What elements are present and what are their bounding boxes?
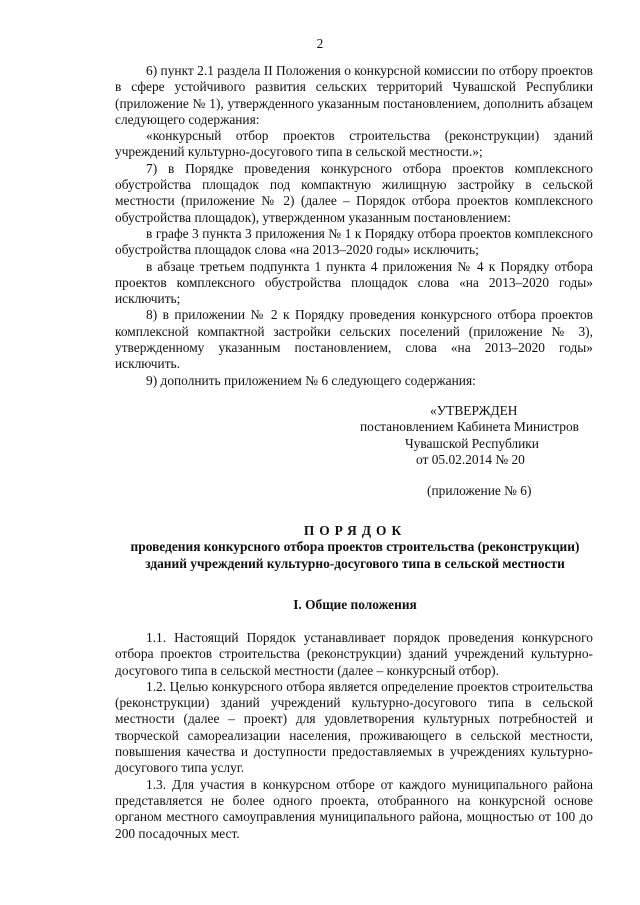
- document-title: [110, 523, 600, 572]
- title-word: ПОРЯДОК: [303, 523, 407, 538]
- annex-label: (приложение № 6): [427, 483, 532, 498]
- amendments-block: [115, 63, 593, 389]
- title-line-2: зданий учреждений культурно-досугового типа в сельской местности: [145, 555, 565, 571]
- approval-stamp-block: [360, 403, 600, 468]
- title-line-1: проведения конкурсного отбора проектов строительства (реконструкции): [130, 539, 580, 555]
- paragraph-item-9: 9) дополнить приложением № 6 следующего содержания:: [146, 372, 476, 388]
- paragraph-item-6: 6) пункт 2.1 раздела II Положения о конкурсной комиссии по отбору проектов в сфере устойчивого развития сельских территорий Чувашской Республики (приложение № 1), утвержденного указанным постановлением, дополнить абзацем следующего содержания:: [115, 63, 593, 127]
- approval-line-approved: «УТВЕРЖДЕН: [430, 403, 518, 418]
- page-number: 2: [316, 36, 324, 51]
- section-heading: I. Общие положения: [293, 597, 417, 612]
- clause-1-3: 1.3. Для участия в конкурсном отборе от каждого муниципального района представляется не более одного проекта, отобранного на конкурсной основе органом местного самоуправления муниципального района, мощностью от 100 до 200 посадочных мест.: [115, 776, 593, 841]
- approval-line-resolution: постановлением Кабинета Министров: [360, 419, 579, 435]
- approval-line-republic: Чувашской Республики: [405, 435, 539, 451]
- clause-1-1: 1.1. Настоящий Порядок устанавливает порядок проведения конкурсного отбора проектов строительства (реконструкции) зданий учреждений культурно-досугового типа в сельской местности (далее – конкурсный отбор).: [115, 630, 593, 678]
- approval-line-date: от 05.02.2014 № 20: [416, 451, 525, 467]
- paragraph-subclause: в абзаце третьем подпункта 1 пункта 4 приложения № 4 к Порядку отбора проектов комплексного обустройства площадок слова «на 2013–2020 годы» исключить;: [115, 258, 593, 307]
- paragraph-column-3: в графе 3 пункта 3 приложения № 1 к Порядку отбора проектов комплексного обустройства площадок слова «на 2013–2020 годы» исключить;: [115, 225, 593, 258]
- paragraph-quote: «конкурсный отбор проектов строительства (реконструкции) зданий учреждений культурно-досугового типа в сельской местности.»;: [115, 128, 593, 160]
- clause-1-2: 1.2. Целью конкурсного отбора является определение проектов строительства (реконструкции) зданий учреждений культурно-досугового типа в сельской местности (далее – проект) для удовлетворения культурных потребностей и творческой самореализации населения, проживающего в сельской местности, повышения качества и доступности предоставляемых в учреждениях культурно-досугового типа услуг.: [115, 678, 593, 776]
- paragraph-item-8: 8) в приложении № 2 к Порядку проведения конкурсного отбора проектов комплексной компактной застройки сельских поселений (приложение № 3), утвержденному указанным постановлением, слова «на 2013–2020 годы» исключить.: [115, 307, 593, 372]
- paragraph-item-7: 7) в Порядке проведения конкурсного отбора проектов комплексного обустройства площадок под компактную жилищную застройку в сельской местности (приложение № 2) (далее – Порядок отбора проектов комплексного обустройства площадок), утвержденном указанным постановлением:: [115, 160, 593, 225]
- clauses-block: [115, 630, 593, 842]
